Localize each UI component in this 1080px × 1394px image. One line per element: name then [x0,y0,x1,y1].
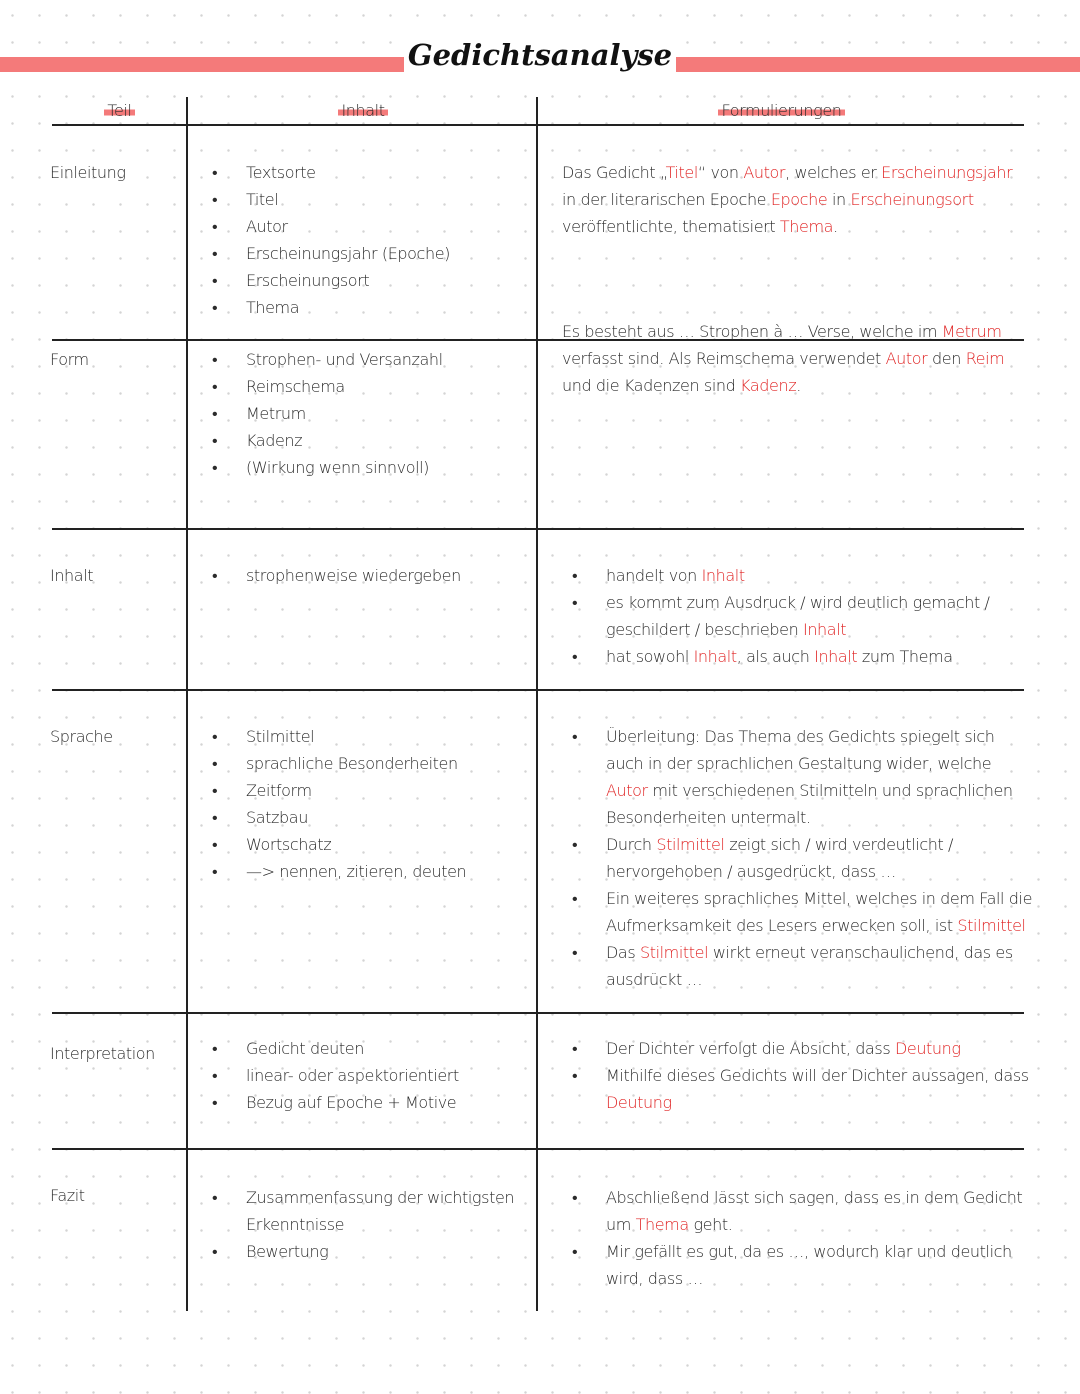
inhalt-list [212,562,542,589]
header-inhalt [189,101,537,120]
teil-label: Sprache [50,727,113,746]
formulierungen-list [572,1035,1034,1116]
formulierung-text: in [827,190,851,209]
page-title [0,38,1080,72]
row-divider [52,689,1024,691]
inhalt-item: • Autor [212,213,542,240]
formulierungen-list [572,723,1034,993]
inhalt-list [212,1184,542,1265]
row-divider [52,1148,1024,1150]
teil-label: Fazit [50,1186,85,1205]
inhalt-item: • Stilmittel [212,723,542,750]
formulierung-item [572,562,1034,589]
inhalt-item: • Reimschema [212,373,542,400]
inhalt-item: • Wortschatz [212,831,542,858]
placeholder-term: Kadenz [740,376,797,395]
formulierung-item [572,723,1034,831]
placeholder-term: Deutung [606,1093,672,1112]
formulierung-text: . [833,217,838,236]
row-divider [52,528,1024,530]
placeholder-term: Autor [885,349,928,368]
inhalt-item: • Textsorte [212,159,542,186]
inhalt-list [212,346,542,481]
placeholder-term: Thema [635,1215,689,1234]
inhalt-list [212,1035,542,1116]
placeholder-term: Inhalt [701,566,745,585]
formulierung-text: verfasst sind. Als Reimschema verwendet [562,349,886,368]
formulierung-item [572,939,1034,993]
formulierung-item [572,643,1034,670]
placeholder-term: Inhalt [803,620,847,639]
placeholder-term: Metrum [941,322,1002,341]
formulierung-text: Mithilfe dieses Gedichts will der Dichter aussagen, dass [606,1066,1029,1085]
inhalt-item: • Titel [212,186,542,213]
header-inhalt-text: Inhalt [338,101,387,120]
placeholder-term: Stilmittel [957,916,1026,935]
header-formulierungen-text: Formulierungen [718,101,844,120]
formulierung-text: geht. [688,1215,733,1234]
inhalt-item: • Thema [212,294,542,321]
formulierungen-list [572,562,1034,670]
inhalt-item: • Satzbau [212,804,542,831]
inhalt-item: • strophenweise wiedergeben [212,562,542,589]
formulierung-item [572,589,1034,643]
inhalt-item: • Gedicht deuten [212,1035,542,1062]
teil-label: Form [50,350,89,369]
formulierung-text: veröffentlichte, thematisiert [562,217,780,236]
formulierung-item [572,1035,1034,1062]
teil-label: Einleitung [50,163,126,182]
inhalt-item: • Erscheinungsjahr (Epoche) [212,240,542,267]
formulierung-text: den [927,349,966,368]
teil-label: Interpretation [50,1044,155,1063]
header-teil-text: Teil [104,101,134,120]
inhalt-item: • Zusammenfassung der wichtigsten Erkenntnisse [212,1184,542,1238]
placeholder-term: Titel [665,163,698,182]
formulierung-text: , welches er [785,163,882,182]
formulierung-text: zum Thema [857,647,953,666]
placeholder-term: Stilmittel [656,835,725,854]
column-divider [186,97,188,1311]
header-formulierungen [539,101,1024,120]
formulierung-text: Abschließend lässt sich sagen, dass es in dem Gedicht um [606,1188,1023,1234]
formulierung-text: Das Gedicht „ [562,163,666,182]
formulierung-paragraph [562,159,1024,240]
formulierung-item [572,1062,1034,1116]
inhalt-item: • Kadenz [212,427,542,454]
formulierungen-list [572,1184,1034,1292]
inhalt-item: • —> nennen, zitieren, deuten [212,858,542,885]
row-divider [52,1012,1024,1014]
formulierung-text: wirkt erneut veranschaulichend, das es ausdrückt … [606,943,1013,989]
formulierung-text: Durch [606,835,657,854]
placeholder-term: Epoche [770,190,828,209]
formulierung-text: . [796,376,801,395]
formulierungen-text [562,159,1024,240]
formulierung-text: Es besteht aus … Strophen à … Verse, welche im [562,322,942,341]
formulierung-text: und die Kadenzen sind [562,376,741,395]
inhalt-item: • Bewertung [212,1238,542,1265]
placeholder-term: Inhalt [814,647,858,666]
placeholder-term: Inhalt [693,647,737,666]
formulierung-text: handelt von [606,566,702,585]
inhalt-item: • sprachliche Besonderheiten [212,750,542,777]
inhalt-item: • Erscheinungsort [212,267,542,294]
header-divider [52,124,1024,126]
formulierung-text: “ von [697,163,744,182]
formulierung-text: Ein weiteres sprachliches Mittel, welches in dem Fall die Aufmerksamkeit des Lesers erwecken soll, ist [606,889,1033,935]
inhalt-item: • (Wirkung wenn sinnvoll) [212,454,542,481]
page-title-text: Gedichtsanalyse [404,38,676,72]
formulierung-text: in der literarischen Epoche [562,190,771,209]
formulierung-text: Mir gefällt es gut, da es …, wodurch klar und deutlich wird, dass … [606,1242,1012,1288]
formulierung-text: hat sowohl [606,647,694,666]
placeholder-term: Autor [743,163,786,182]
formulierung-item [572,1238,1034,1292]
placeholder-term: Deutung [894,1039,961,1058]
placeholder-term: Autor [606,781,648,800]
inhalt-item: • Metrum [212,400,542,427]
placeholder-term: Stilmittel [639,943,709,962]
formulierung-paragraph [562,318,1024,399]
formulierung-text: , als auch [736,647,815,666]
header-teil [52,101,187,120]
formulierung-text: es kommt zum Ausdruck / wird deutlich gemacht / geschildert / beschrieben [606,593,990,639]
formulierung-item [572,1184,1034,1238]
formulierung-item [572,885,1034,939]
inhalt-item: • Strophen- und Versanzahl [212,346,542,373]
formulierung-text: zeigt sich / wird verdeutlicht / hervorgehoben / ausgedrückt, dass … [606,835,954,881]
formulierung-text: Überleitung: Das Thema des Gedichts spiegelt sich auch in der sprachlichen Gestaltung wider, welche [606,727,995,773]
formulierung-text: Das [606,943,640,962]
inhalt-item: • Bezug auf Epoche + Motive [212,1089,542,1116]
formulierung-text: Der Dichter verfolgt die Absicht, dass [606,1039,895,1058]
inhalt-item: • Zeitform [212,777,542,804]
formulierungen-text [562,318,1024,399]
inhalt-item: • linear- oder aspektorientiert [212,1062,542,1089]
inhalt-list [212,159,542,321]
inhalt-list [212,723,542,885]
teil-label: Inhalt [50,566,94,585]
placeholder-term: Reim [965,349,1005,368]
placeholder-term: Erscheinungsort [850,190,974,209]
placeholder-term: Erscheinungsjahr [881,163,1013,182]
formulierung-text: mit verschiedenen Stilmitteln und sprachlichen Besonderheiten untermalt. [606,781,1013,827]
placeholder-term: Thema [779,217,834,236]
formulierung-item [572,831,1034,885]
